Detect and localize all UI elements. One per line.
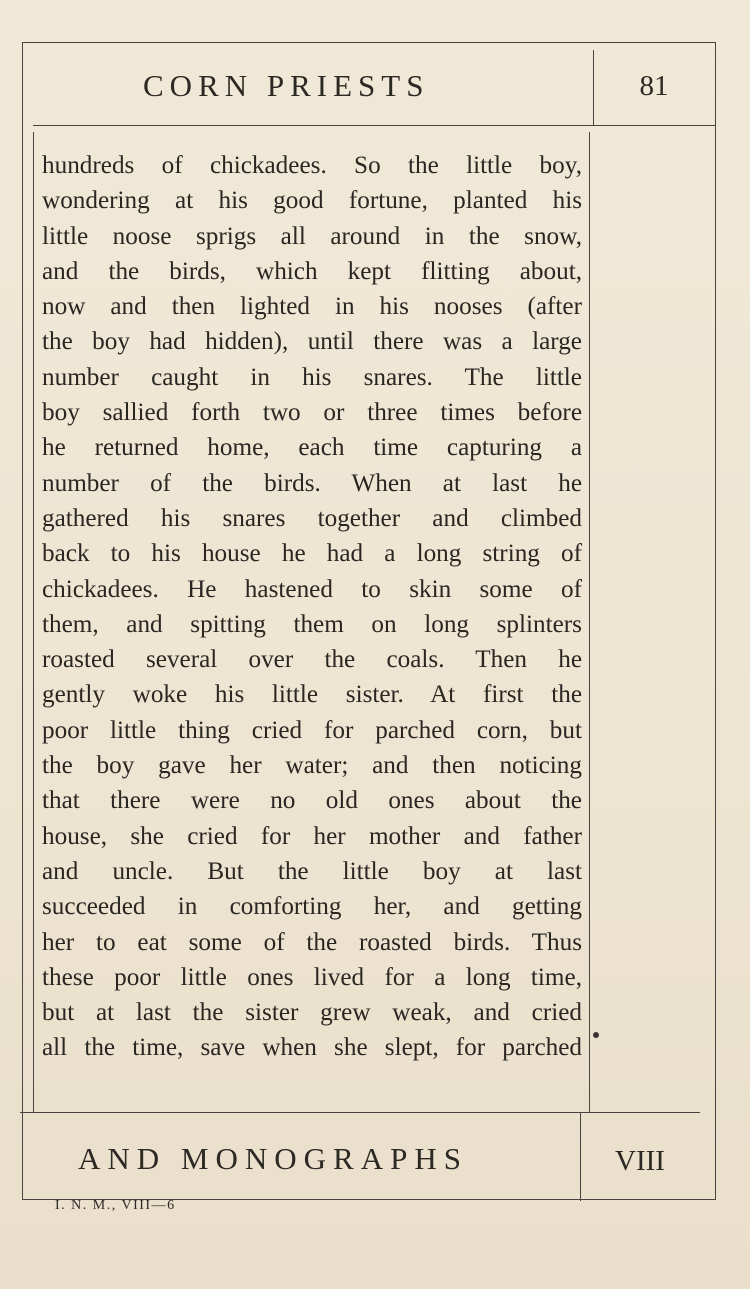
text-line: poor little thing cried for parched corn, but (42, 716, 582, 744)
series-title: AND MONOGRAPHS (78, 1141, 468, 1176)
text-line: roasted several over the coals. Then he (42, 646, 582, 674)
running-title: CORN PRIESTS (143, 68, 430, 103)
text-line: chickadees. He hastened to skin some of (42, 575, 582, 603)
text-line: boy sallied forth two or three times before (42, 399, 582, 427)
text-line: gently woke his little sister. At first the (42, 681, 582, 709)
running-footer (20, 1112, 700, 1200)
text-line: number of the birds. When at last he (42, 469, 582, 497)
text-line: these poor little ones lived for a long time, (42, 963, 582, 991)
text-line: her to eat some of the roasted birds. Thus (42, 928, 582, 956)
text-line: wondering at his good fortune, planted his (42, 187, 582, 215)
page-number: 81 (639, 70, 669, 102)
volume-number: VIII (615, 1145, 665, 1177)
text-line: house, she cried for her mother and father (42, 822, 582, 850)
text-line: but at last the sister grew weak, and cried (42, 999, 582, 1027)
body-text (42, 148, 582, 1066)
text-line: and the birds, which kept flitting about, (42, 257, 582, 285)
running-header (33, 50, 715, 126)
text-line: the boy had hidden), until there was a large (42, 328, 582, 356)
text-line: now and then lighted in his nooses (after (42, 293, 582, 321)
text-line: succeeded in comforting her, and getting (42, 893, 582, 921)
text-line: that there were no old ones about the (42, 787, 582, 815)
text-line: back to his house he had a long string of (42, 540, 582, 568)
text-line: he returned home, each time capturing a (42, 434, 582, 462)
text-line: little noose sprigs all around in the snow, (42, 222, 582, 250)
margin-dot-mark (593, 1032, 599, 1038)
text-line: number caught in his snares. The little (42, 363, 582, 391)
text-line: all the time, save when she slept, for parched (42, 1034, 582, 1062)
text-line: gathered his snares together and climbed (42, 504, 582, 532)
signature-mark: I. N. M., VIII—6 (55, 1198, 176, 1213)
text-line: the boy gave her water; and then noticing (42, 752, 582, 780)
text-line: them, and spitting them on long splinters (42, 610, 582, 638)
text-line: hundreds of chickadees. So the little boy, (42, 152, 582, 179)
text-line: and uncle. But the little boy at last (42, 857, 582, 885)
